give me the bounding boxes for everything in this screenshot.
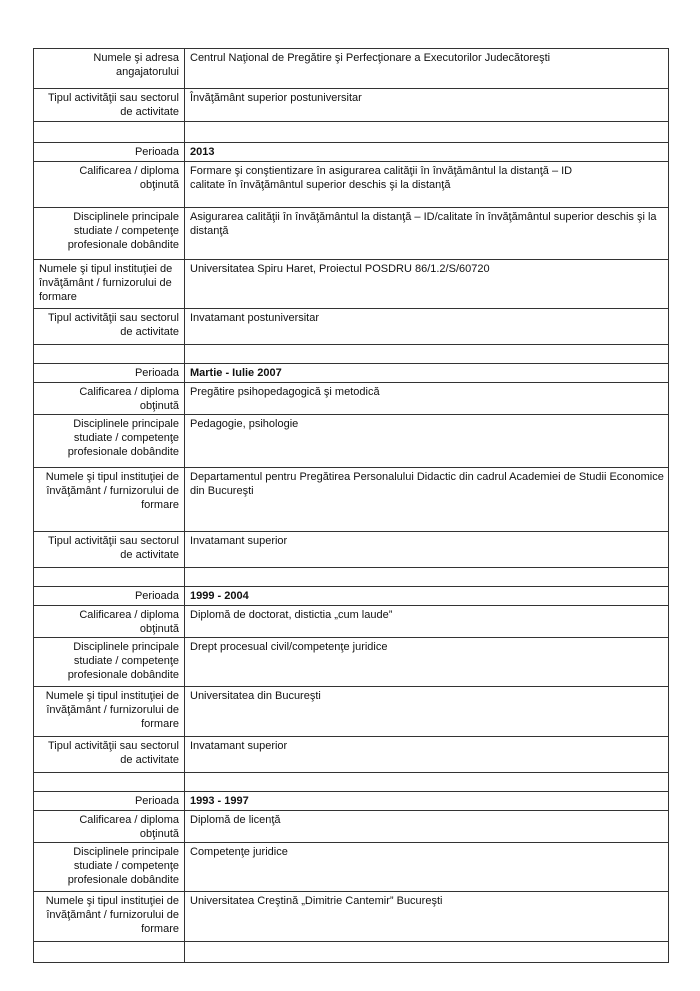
row-label-disciplines: Disciplinele principale studiate / competenţe profesionale dobândite: [34, 208, 185, 260]
row-label-institution: Numele şi tipul instituţiei de învăţământ / furnizorului de formare: [34, 260, 185, 309]
row-label-period: Perioada: [34, 143, 185, 162]
table-row: [34, 143, 669, 162]
table-row: [34, 364, 669, 383]
table-row: [34, 162, 669, 208]
table-row: [34, 260, 669, 309]
table-row: [34, 843, 669, 892]
row-label-qualification: Calificarea / diploma obţinută: [34, 811, 185, 843]
row-label-period: Perioada: [34, 587, 185, 606]
value-line: Departamentul pentru Pregătirea Personalului Didactic din cadrul Academiei de Studii Economice: [190, 471, 664, 483]
table-row: [34, 309, 669, 345]
value-line: Invatamant superior: [190, 535, 288, 547]
row-label-institution: Numele şi tipul instituţiei de învăţământ / furnizorului de formare: [34, 892, 185, 942]
separator-row: [34, 345, 669, 364]
value-line: Universitatea din Bucureşti: [190, 690, 321, 702]
value-line: Universitatea Spiru Haret, Proiectul POSDRU 86/1.2/S/60720: [190, 263, 490, 275]
row-value-disciplines: [185, 843, 669, 892]
row-label-activity: Tipul activităţii sau sectorul de activitate: [34, 737, 185, 773]
row-value-activity: [185, 532, 669, 568]
table-row: [34, 792, 669, 811]
table-row: [34, 532, 669, 568]
value-line: Drept procesual civil/competenţe juridice: [190, 641, 388, 653]
row-value-qualification: [185, 606, 669, 638]
value-line: Diplomă de licenţă: [190, 814, 281, 826]
row-value-institution: [185, 260, 669, 309]
row-value-qualification: [185, 811, 669, 843]
row-value-qualification: [185, 162, 669, 208]
value-line: Pregătire psihopedagogică şi metodică: [190, 386, 380, 398]
table-row: [34, 587, 669, 606]
row-label-institution: Numele şi tipul instituţiei de învăţământ / furnizorului de formare: [34, 687, 185, 737]
row-label-disciplines: Disciplinele principale studiate / competenţe profesionale dobândite: [34, 415, 185, 468]
cv-education-table: [33, 48, 669, 963]
row-value-period: [185, 587, 669, 606]
value-line: Martie - Iulie 2007: [190, 367, 282, 379]
separator-row: [34, 122, 669, 143]
value-line: Centrul Naţional de Pregătire şi Perfecţionare a Executorilor Judecătoreşti: [190, 52, 551, 64]
row-label-period: Perioada: [34, 364, 185, 383]
row-label-activity: Tipul activităţii sau sectorul de activitate: [34, 89, 185, 122]
table-row: [34, 383, 669, 415]
value-line: 2013: [190, 146, 215, 158]
table-row: [34, 638, 669, 687]
row-value-period: [185, 143, 669, 162]
table-row: [34, 208, 669, 260]
row-label-disciplines: Disciplinele principale studiate / competenţe profesionale dobândite: [34, 843, 185, 892]
value-line: Competenţe juridice: [190, 846, 288, 858]
row-label-employer: Numele şi adresa angajatorului: [34, 49, 185, 89]
row-label-qualification: Calificarea / diploma obţinută: [34, 606, 185, 638]
value-line: Universitatea Creştină „Dimitrie Cantemir” Bucureşti: [190, 895, 443, 907]
separator-row: [34, 568, 669, 587]
value-line: 1999 - 2004: [190, 590, 249, 602]
table-row: [34, 606, 669, 638]
separator-row: [34, 942, 669, 963]
row-value-disciplines: [185, 208, 669, 260]
table-row: [34, 687, 669, 737]
table-row: [34, 811, 669, 843]
table-row: [34, 737, 669, 773]
row-value-institution: [185, 687, 669, 737]
row-value-institution: [185, 468, 669, 532]
row-value-disciplines: [185, 415, 669, 468]
row-value-employer: [185, 49, 669, 89]
separator-row: [34, 773, 669, 792]
value-line: Învăţământ superior postuniversitar: [190, 92, 362, 104]
value-line: distanţă: [190, 225, 229, 237]
row-value-qualification: [185, 383, 669, 415]
value-line: Invatamant superior: [190, 740, 288, 752]
value-line: Diplomă de doctorat, distictia „cum laude”: [190, 609, 393, 621]
row-label-activity: Tipul activităţii sau sectorul de activitate: [34, 532, 185, 568]
row-value-institution: [185, 892, 669, 942]
value-line: din Bucureşti: [190, 485, 254, 497]
row-label-disciplines: Disciplinele principale studiate / competenţe profesionale dobândite: [34, 638, 185, 687]
row-label-qualification: Calificarea / diploma obţinută: [34, 383, 185, 415]
table-row: [34, 892, 669, 942]
row-value-period: [185, 792, 669, 811]
row-label-institution: Numele şi tipul instituţiei de învăţământ / furnizorului de formare: [34, 468, 185, 532]
value-line: Asigurarea calităţii în învăţământul la distanţă – ID/calitate în învăţământul superior deschis şi la: [190, 211, 657, 223]
table-row: [34, 49, 669, 89]
row-value-activity: [185, 309, 669, 345]
row-value-activity: [185, 737, 669, 773]
value-line: Invatamant postuniversitar: [190, 312, 320, 324]
table-row: [34, 468, 669, 532]
row-label-activity: Tipul activităţii sau sectorul de activitate: [34, 309, 185, 345]
row-value-disciplines: [185, 638, 669, 687]
table-row: [34, 415, 669, 468]
value-line: calitate în învăţământul superior deschis şi la distanţă: [190, 179, 451, 191]
row-value-period: [185, 364, 669, 383]
value-line: Formare şi conştientizare în asigurarea calităţii în învăţământul la distanţă – ID: [190, 165, 573, 177]
value-line: Pedagogie, psihologie: [190, 418, 299, 430]
row-label-period: Perioada: [34, 792, 185, 811]
row-value-activity: [185, 89, 669, 122]
row-label-qualification: Calificarea / diploma obţinută: [34, 162, 185, 208]
table-row: [34, 89, 669, 122]
value-line: 1993 - 1997: [190, 795, 249, 807]
